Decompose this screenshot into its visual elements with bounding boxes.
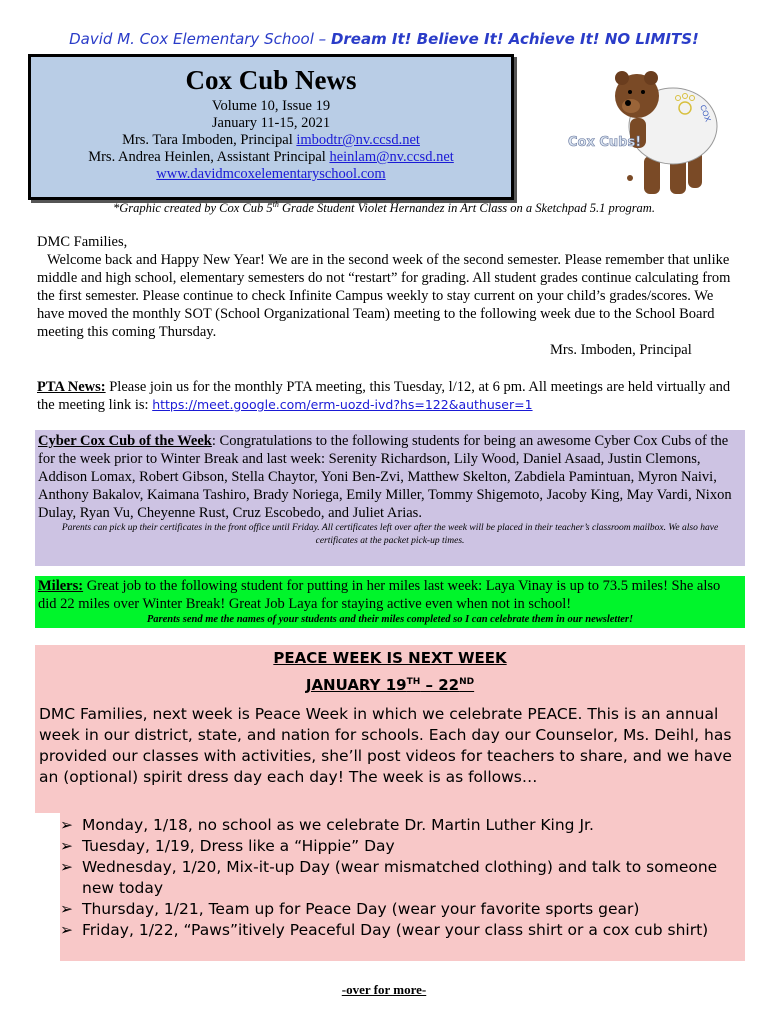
over-for-more-note: -over for more-	[341, 982, 427, 997]
milers-body	[35, 576, 745, 613]
list-item	[60, 920, 745, 941]
peace-week-headline: PEACE WEEK IS NEXT WEEK	[273, 649, 507, 667]
school-name: David M. Cox Elementary School –	[69, 30, 327, 48]
logo-caption: Cox Cubs!	[568, 135, 642, 150]
principal-email-link[interactable]: imbodtr@nv.ccsd.net	[296, 132, 420, 148]
svg-text:COX: COX	[698, 103, 713, 123]
cyber-cub-body	[35, 430, 745, 522]
credit-text-end: Grade Student Violet Hernandez in Art Class on a Sketchpad 5.1 program.	[278, 201, 655, 216]
principal-line	[31, 132, 511, 149]
peace-day-tuesday: Tuesday, 1/19, Dress like a “Hippie” Day	[82, 837, 395, 855]
school-slogan: Dream It! Believe It! Achieve It! NO LIMITS!	[330, 30, 699, 48]
assistant-principal-line	[31, 149, 511, 166]
peace-dates-end: – 22	[420, 676, 460, 694]
arrow-bullet-icon: ➢	[60, 921, 73, 939]
school-tagline	[0, 30, 768, 48]
arrow-bullet-icon: ➢	[60, 858, 73, 876]
peace-week-dates	[35, 672, 745, 696]
list-item	[60, 815, 745, 836]
milers-text: Great job to the following student for putting in her miles last week: Laya Vinay is up to 73.5 miles! She also did 22 miles over Winter Break! Great Job Laya for staying active even when not in school!	[38, 578, 721, 612]
peace-dates-end-ordinal: ND	[459, 677, 475, 687]
principal-name: Mrs. Tara Imboden, Principal	[122, 132, 293, 148]
peace-day-list	[60, 813, 745, 941]
bear-mascot-icon	[560, 66, 730, 201]
arrow-bullet-icon: ➢	[60, 900, 73, 918]
peace-day-wednesday: Wednesday, 1/20, Mix-it-up Day (wear mismatched clothing) and talk to someone new today	[82, 858, 718, 897]
cyber-cub-text: : Congratulations to the following students for being an awesome Cyber Cox Cubs of the for the week prior to Winter Break and last week: Serenity Richardson, Lily Wood, Daniel Asaad, Justin Clemons, Addison Lomax, Robert Gibson, Stella Chaytor, Yoni Ben-Zvi, Matthew Skelton, Zabdiela Pamintuan, Myron Naivi, Anthony Bakalov, Kaimana Tashiro, Brady Noriega, Emily Miller, Tommy Shigemoto, Jacoby King, May Vardi, Nixon Dulay, Ryan Vu, Cheyenne Rust, Cruz Escobedo, and Juliet Arias.	[38, 433, 732, 521]
arrow-bullet-icon: ➢	[60, 816, 73, 834]
milers-section	[35, 576, 745, 628]
newsletter-masthead	[28, 54, 514, 200]
issue-dates: January 11-15, 2021	[211, 115, 331, 131]
peace-dates-start: JANUARY 19	[305, 676, 407, 694]
peace-day-friday: Friday, 1/22, “Paws”itively Peaceful Day (wear your class shirt or a cox cub shirt)	[82, 921, 709, 939]
list-item	[60, 836, 745, 857]
list-item	[60, 899, 745, 920]
milers-call-to-action: Parents send me the names of your students and their miles completed so I can celebrate them in our newsletter!	[146, 614, 634, 625]
pta-text: Please join us for the monthly PTA meeting, this Tuesday, l/12, at 6 pm. All meetings are held virtually and the meeting link is:	[37, 379, 731, 413]
peace-day-monday: Monday, 1/18, no school as we celebrate Dr. Martin Luther King Jr.	[82, 816, 594, 834]
peace-week-schedule	[60, 813, 745, 961]
assistant-principal-email-link[interactable]: heinlam@nv.ccsd.net	[329, 149, 454, 165]
list-item	[60, 857, 745, 899]
peace-day-thursday: Thursday, 1/21, Team up for Peace Day (wear your favorite sports gear)	[82, 900, 640, 918]
peace-week-intro: DMC Families, next week is Peace Week in which we celebrate PEACE. This is an annual week in our district, state, and nation for schools. Each day our Counselor, Ms. Deihl, has provided our classes with activities, she’ll post videos for teachers to share, and we have an (optional) spirit dress day each day! The week is as follows…	[39, 705, 732, 786]
credit-ordinal: th	[272, 200, 279, 209]
welcome-greeting: DMC Families,	[37, 234, 128, 250]
graphic-credit	[0, 200, 768, 216]
welcome-body: Welcome back and Happy New Year! We are in the second week of the second semester. Please remember that unlike middle and high school, elementary semesters do not “restart” for grading. All student grades continue calculating from the first semester. Please continue to check Infinite Campus weekly to stay current on your child’s grades/scores. We have moved the monthly SOT (School Organizational Team) meeting to the following week due to the School Board meeting this coming Thursday.	[37, 252, 731, 340]
credit-text-start: *Graphic created by Cox Cub 5	[113, 201, 273, 216]
cyber-cub-section	[35, 430, 745, 566]
newsletter-title: Cox Cub News	[185, 65, 357, 95]
pta-label: PTA News:	[37, 379, 106, 395]
pta-news	[37, 378, 737, 414]
milers-label: Milers:	[38, 578, 84, 594]
assistant-principal-name: Mrs. Andrea Heinlen, Assistant Principal	[88, 149, 326, 165]
welcome-signature: Mrs. Imboden, Principal	[550, 342, 692, 358]
cyber-cub-label: Cyber Cox Cub of the Week	[38, 433, 212, 449]
website-line	[31, 166, 511, 183]
certificate-note: Parents can pick up their certificates in the front office until Friday. All certificates left over after the week will be placed in their teacher’s classroom mailbox. We also have certificates at the packet pick-up times.	[61, 523, 719, 546]
volume-issue: Volume 10, Issue 19	[211, 98, 331, 114]
school-website-link[interactable]: www.davidmcoxelementaryschool.com	[156, 166, 386, 182]
pta-meeting-link[interactable]: https://meet.google.com/erm-uozd-ivd?hs=122&authuser=1	[152, 397, 533, 412]
peace-week-section	[35, 645, 745, 813]
arrow-bullet-icon: ➢	[60, 837, 73, 855]
peace-dates-start-ordinal: TH	[406, 677, 421, 687]
